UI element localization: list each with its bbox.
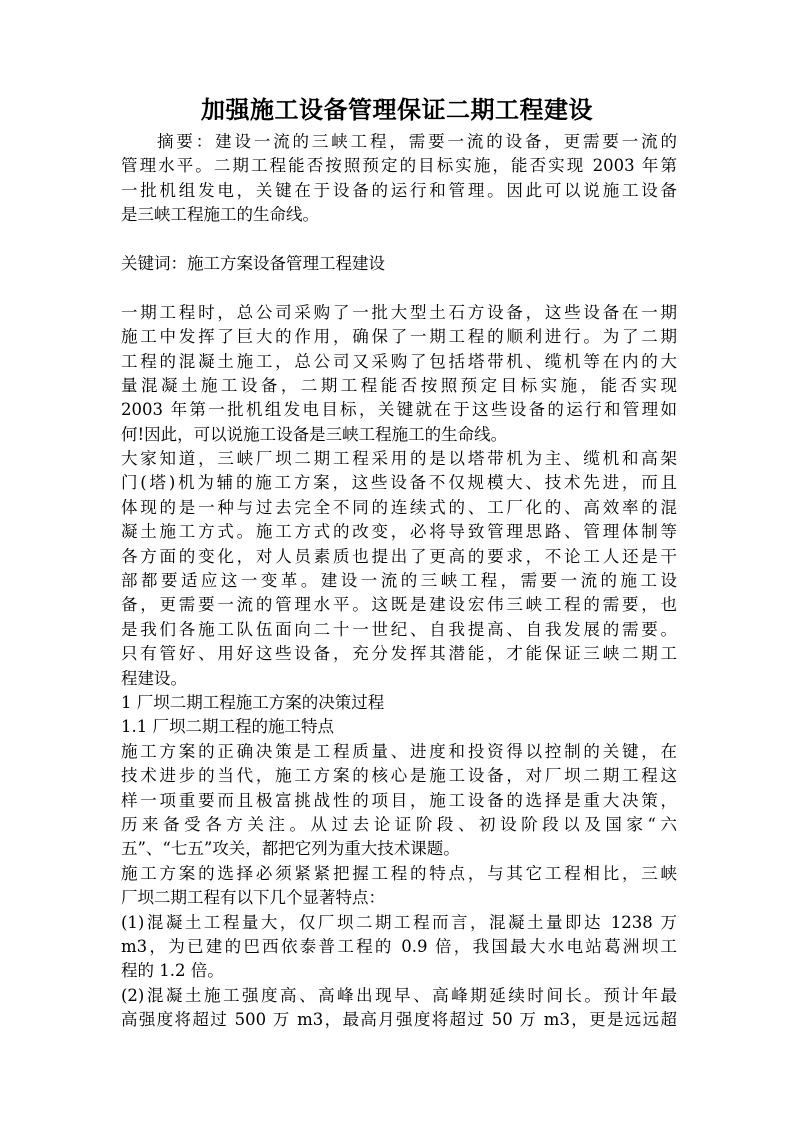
blank-line <box>121 228 677 252</box>
document-body <box>121 130 677 1032</box>
paragraph-line: 体现的是一种与过去完全不同的连续式的、工厂化的、高效率的混 <box>121 497 677 517</box>
document-title: 加强施工设备管理保证二期工程建设 <box>201 95 593 124</box>
paragraph-line: 样一项重要而且极富挑战性的项目，施工设备的选择是重大决策， <box>121 790 677 810</box>
paragraph-line: 各方面的变化，对人员素质也提出了更高的要求，不论工人还是干 <box>121 546 677 566</box>
paragraph-line: 厂坝二期工程有以下几个显著特点： <box>121 888 385 908</box>
abstract-line: 是三峡工程施工的生命线。 <box>121 205 319 225</box>
paragraph-line: 何!因此，可以说施工设备是三峡工程施工的生命线。 <box>121 424 508 444</box>
paragraph-line: 技术进步的当代，施工方案的核心是施工设备，对厂坝二期工程这 <box>121 766 677 786</box>
paragraph-line: 量混凝土施工设备，二期工程能否按照预定目标实施，能否实现 <box>121 375 677 395</box>
paragraph-line: 工程的混凝土施工，总公司又采购了包括塔带机、缆机等在内的大 <box>121 351 677 371</box>
paragraph-line: 凝土施工方式。施工方式的改变，必将导致管理思路、管理体制等 <box>121 522 677 542</box>
abstract-line: 摘要：建设一流的三峡工程，需要一流的设备，更需要一流的 <box>157 132 677 151</box>
blank-line <box>121 276 677 300</box>
paragraph-line: 施工方案的选择必须紧紧把握工程的特点，与其它工程相比，三峡 <box>121 863 677 883</box>
paragraph-line: 历来备受各方关注。从过去论证阶段、初设阶段以及国家“六 <box>121 814 677 834</box>
paragraph-line: 五”、“七五”攻关，都把它列为重大技术课题。 <box>121 839 460 859</box>
section-heading: 1 厂坝二期工程施工方案的决策过程 <box>121 692 385 712</box>
list-item-line: (1)混凝土工程量大，仅厂坝二期工程而言，混凝土量即达 1238 万 <box>121 912 677 932</box>
keywords-line: 关键词：施工方案设备管理工程建设 <box>121 253 385 273</box>
paragraph-line: 施工中发挥了巨大的作用，确保了一期工程的顺利进行。为了二期 <box>121 327 677 347</box>
paragraph-line: 只有管好、用好这些设备，充分发挥其潜能，才能保证三峡二期工 <box>121 644 677 664</box>
list-item-line: 程的 1.2 倍。 <box>121 961 224 981</box>
paragraph-line: 部都要适应这一变革。建设一流的三峡工程，需要一流的施工设 <box>121 571 677 591</box>
paragraph-line: 门(塔)机为辅的施工方案，这些设备不仅规模大、技术先进，而且 <box>121 473 677 493</box>
abstract-line: 一批机组发电，关键在于设备的运行和管理。因此可以说施工设备 <box>121 180 677 200</box>
paragraph-line: 大家知道，三峡厂坝二期工程采用的是以塔带机为主、缆机和高架 <box>121 449 677 469</box>
paragraph-line: 备，更需要一流的管理水平。这既是建设宏伟三峡工程的需要，也 <box>121 595 677 615</box>
paragraph-line: 施工方案的正确决策是工程质量、进度和投资得以控制的关键，在 <box>121 741 677 761</box>
paragraph-line: 2003 年第一批机组发电目标，关键就在于这些设备的运行和管理如 <box>121 400 677 420</box>
paragraph-line: 程建设。 <box>121 668 187 688</box>
list-item-line: 高强度将超过 500 万 m3，最高月强度将超过 50 万 m3，更是远远超 <box>121 1010 677 1030</box>
subsection-heading: 1.1 厂坝二期工程的施工特点 <box>121 717 334 737</box>
paragraph-line: 一期工程时，总公司采购了一批大型土石方设备，这些设备在一期 <box>121 302 677 322</box>
paragraph-line: 是我们各施工队伍面向二十一世纪、自我提高、自我发展的需要。 <box>121 619 677 639</box>
abstract-line: 管理水平。二期工程能否按照预定的目标实施，能否实现 2003 年第 <box>121 156 677 176</box>
list-item-line: (2)混凝土施工强度高、高峰出现早、高峰期延续时间长。预计年最 <box>121 985 677 1005</box>
list-item-line: m3，为已建的巴西依泰普工程的 0.9 倍，我国最大水电站葛洲坝工 <box>121 936 677 956</box>
